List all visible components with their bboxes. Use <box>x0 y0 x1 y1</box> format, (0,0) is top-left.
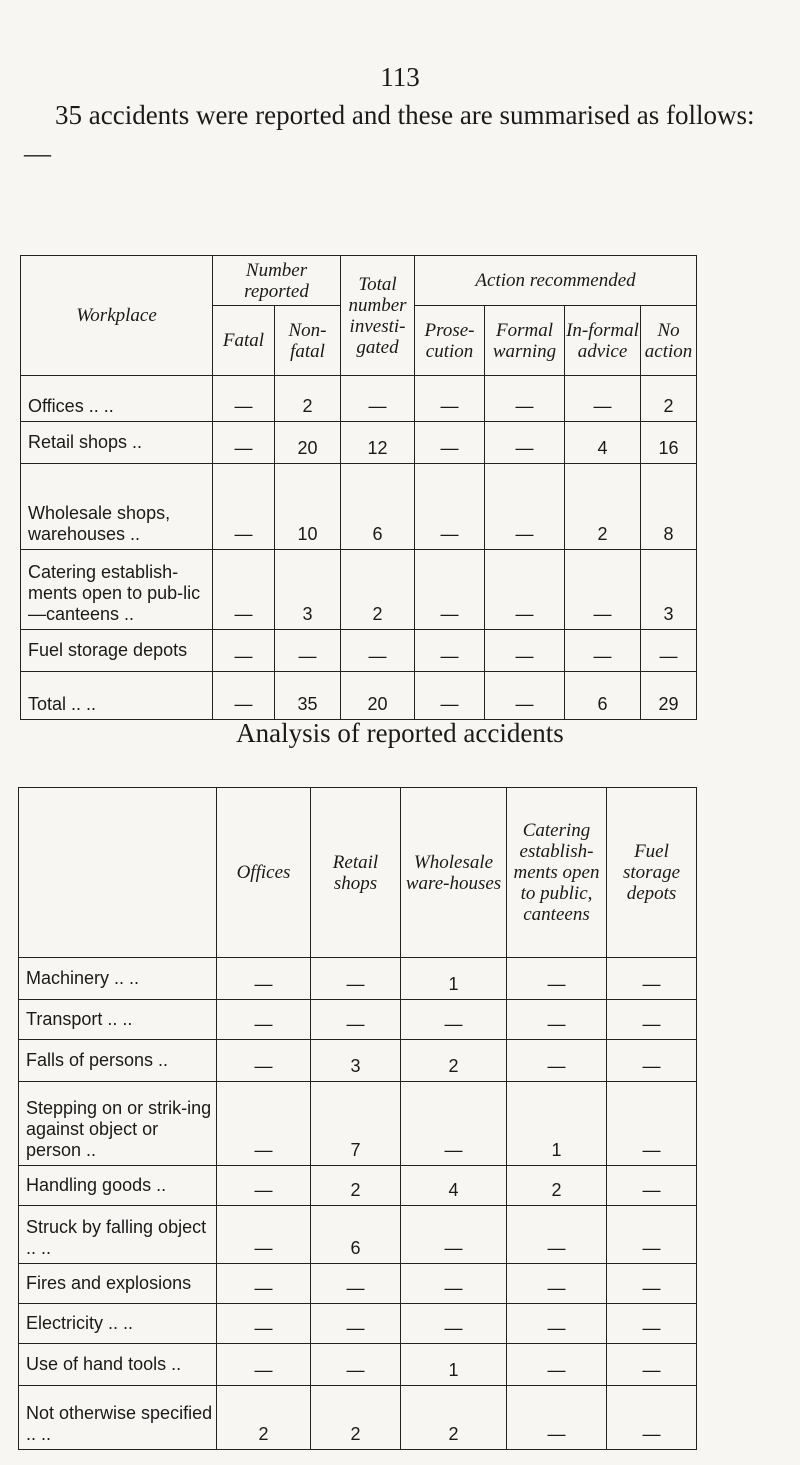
table-row <box>21 550 697 630</box>
row-label: Handling goods .. <box>19 1166 217 1206</box>
table-cell: — <box>565 550 641 630</box>
table-cell: — <box>641 630 697 672</box>
table-row <box>19 1000 697 1040</box>
table-cell: — <box>275 630 341 672</box>
intro-paragraph: 35 accidents were reported and these are summarised as follows: — <box>24 100 755 168</box>
table-cell: 4 <box>401 1166 507 1206</box>
table-cell: — <box>607 1386 697 1450</box>
table-row <box>19 1304 697 1344</box>
header-no-action: No action <box>641 306 697 376</box>
table-cell: — <box>217 958 311 1000</box>
table-cell: 20 <box>341 672 415 720</box>
table-cell: 2 <box>641 376 697 422</box>
table-cell: — <box>507 1264 607 1304</box>
header-number-reported: Number reported <box>213 256 341 306</box>
table-cell: — <box>217 1040 311 1082</box>
table-cell: — <box>485 464 565 550</box>
header-workplace: Workplace <box>21 256 213 376</box>
table-cell: 3 <box>275 550 341 630</box>
table-cell: 2 <box>341 550 415 630</box>
table-cell: — <box>507 1304 607 1344</box>
table-row <box>21 672 697 720</box>
table-cell: 2 <box>401 1040 507 1082</box>
table-row <box>19 958 697 1000</box>
table-cell: — <box>213 422 275 464</box>
row-label: Retail shops .. <box>21 422 213 464</box>
table-cell: 2 <box>275 376 341 422</box>
table-row <box>21 464 697 550</box>
table-cell: 6 <box>311 1206 401 1264</box>
table-cell: — <box>311 1344 401 1386</box>
row-label: Stepping on or strik-ing against object or person .. <box>19 1082 217 1166</box>
table-cell: — <box>507 1344 607 1386</box>
table-cell: — <box>507 1386 607 1450</box>
row-label: Use of hand tools .. <box>19 1344 217 1386</box>
table-cell: — <box>607 1166 697 1206</box>
table-cell: — <box>311 958 401 1000</box>
table-cell: — <box>415 672 485 720</box>
header-fuel: Fuel storage depots <box>607 788 697 958</box>
header-offices: Offices <box>217 788 311 958</box>
table-cell: — <box>565 376 641 422</box>
header-informal-advice: In-formal advice <box>565 306 641 376</box>
table-cell: 6 <box>341 464 415 550</box>
table-cell: — <box>507 1040 607 1082</box>
table-cell: — <box>217 1000 311 1040</box>
table-cell: — <box>485 630 565 672</box>
table-row <box>19 1344 697 1386</box>
table-cell: 2 <box>217 1386 311 1450</box>
row-label: Wholesale shops, warehouses .. <box>21 464 213 550</box>
table-cell: — <box>401 1304 507 1344</box>
table-cell: 35 <box>275 672 341 720</box>
table-cell: 1 <box>507 1082 607 1166</box>
table-cell: 12 <box>341 422 415 464</box>
table-cell: — <box>401 1082 507 1166</box>
table-cell: — <box>485 550 565 630</box>
table-cell: 2 <box>311 1386 401 1450</box>
table-cell: — <box>607 1040 697 1082</box>
table-cell: 2 <box>401 1386 507 1450</box>
table-cell: — <box>607 1206 697 1264</box>
table-cell: 16 <box>641 422 697 464</box>
table-cell: 2 <box>565 464 641 550</box>
table-row <box>21 422 697 464</box>
table-cell: 1 <box>401 958 507 1000</box>
table-cell: — <box>311 1304 401 1344</box>
table-cell: — <box>415 464 485 550</box>
table-cell: 20 <box>275 422 341 464</box>
table-cell: — <box>485 376 565 422</box>
table-cell: 2 <box>507 1166 607 1206</box>
table-cell: — <box>607 1082 697 1166</box>
table-cell: 3 <box>311 1040 401 1082</box>
header-retail-shops: Retail shops <box>311 788 401 958</box>
row-label: Transport .. .. <box>19 1000 217 1040</box>
table-row <box>19 1386 697 1450</box>
table-cell: — <box>607 1000 697 1040</box>
table-cell: — <box>607 1344 697 1386</box>
table-cell: — <box>401 1264 507 1304</box>
header-total-investigated: Total number investi-gated <box>341 256 415 376</box>
table-cell: — <box>217 1166 311 1206</box>
table-cell: — <box>607 958 697 1000</box>
row-label: Fuel storage depots <box>21 630 213 672</box>
table-cell: — <box>213 672 275 720</box>
table-cell: 7 <box>311 1082 401 1166</box>
table-cell: — <box>213 630 275 672</box>
table-cell: — <box>217 1304 311 1344</box>
analysis-title: Analysis of reported accidents <box>236 718 564 748</box>
row-label: Total .. .. <box>21 672 213 720</box>
row-label: Fires and explosions <box>19 1264 217 1304</box>
table-row <box>19 1040 697 1082</box>
table-row <box>19 1264 697 1304</box>
table-row <box>21 376 697 422</box>
table-cell: 29 <box>641 672 697 720</box>
table-cell: — <box>565 630 641 672</box>
row-label: Electricity .. .. <box>19 1304 217 1344</box>
table-cell: — <box>415 376 485 422</box>
table-cell: — <box>415 550 485 630</box>
table-cell: — <box>341 630 415 672</box>
header-action-recommended: Action recommended <box>415 256 697 306</box>
table-row <box>19 1166 697 1206</box>
row-label: Struck by falling object .. .. <box>19 1206 217 1264</box>
table-cell: — <box>213 464 275 550</box>
header-prosecution: Prose-cution <box>415 306 485 376</box>
table-cell: — <box>401 1000 507 1040</box>
table-row <box>21 630 697 672</box>
table-cell: — <box>401 1206 507 1264</box>
table-cell: 3 <box>641 550 697 630</box>
row-label: Offices .. .. <box>21 376 213 422</box>
row-label: Catering establish-ments open to pub-lic—canteens .. <box>21 550 213 630</box>
row-label: Falls of persons .. <box>19 1040 217 1082</box>
table-cell: — <box>607 1264 697 1304</box>
header-non-fatal: Non-fatal <box>275 306 341 376</box>
table-cell: — <box>217 1206 311 1264</box>
table-cell: 6 <box>565 672 641 720</box>
accidents-summary-table <box>20 255 697 720</box>
table-cell: — <box>507 1000 607 1040</box>
table-cell: — <box>213 550 275 630</box>
row-label: Not otherwise specified .. .. <box>19 1386 217 1450</box>
table-cell: — <box>485 672 565 720</box>
table-cell: — <box>415 422 485 464</box>
table-cell: — <box>341 376 415 422</box>
table-cell: 1 <box>401 1344 507 1386</box>
table-cell: 8 <box>641 464 697 550</box>
table-cell: — <box>311 1264 401 1304</box>
header-wholesale: Wholesale ware-houses <box>401 788 507 958</box>
header-formal-warning: Formal warning <box>485 306 565 376</box>
table-cell: — <box>485 422 565 464</box>
table-row <box>19 1206 697 1264</box>
table-cell: 4 <box>565 422 641 464</box>
header-blank <box>19 788 217 958</box>
table-cell: — <box>507 1206 607 1264</box>
table-cell: — <box>217 1082 311 1166</box>
accident-analysis-table <box>18 787 697 1450</box>
header-fatal: Fatal <box>213 306 275 376</box>
table-cell: — <box>213 376 275 422</box>
table-row <box>19 1082 697 1166</box>
table-cell: — <box>217 1264 311 1304</box>
table-cell: 2 <box>311 1166 401 1206</box>
table-cell: — <box>415 630 485 672</box>
page-number: 113 <box>380 62 420 92</box>
table-cell: — <box>311 1000 401 1040</box>
header-catering: Catering establish-ments open to public, canteens <box>507 788 607 958</box>
row-label: Machinery .. .. <box>19 958 217 1000</box>
table-cell: — <box>507 958 607 1000</box>
table-cell: 10 <box>275 464 341 550</box>
table-cell: — <box>217 1344 311 1386</box>
table-cell: — <box>607 1304 697 1344</box>
